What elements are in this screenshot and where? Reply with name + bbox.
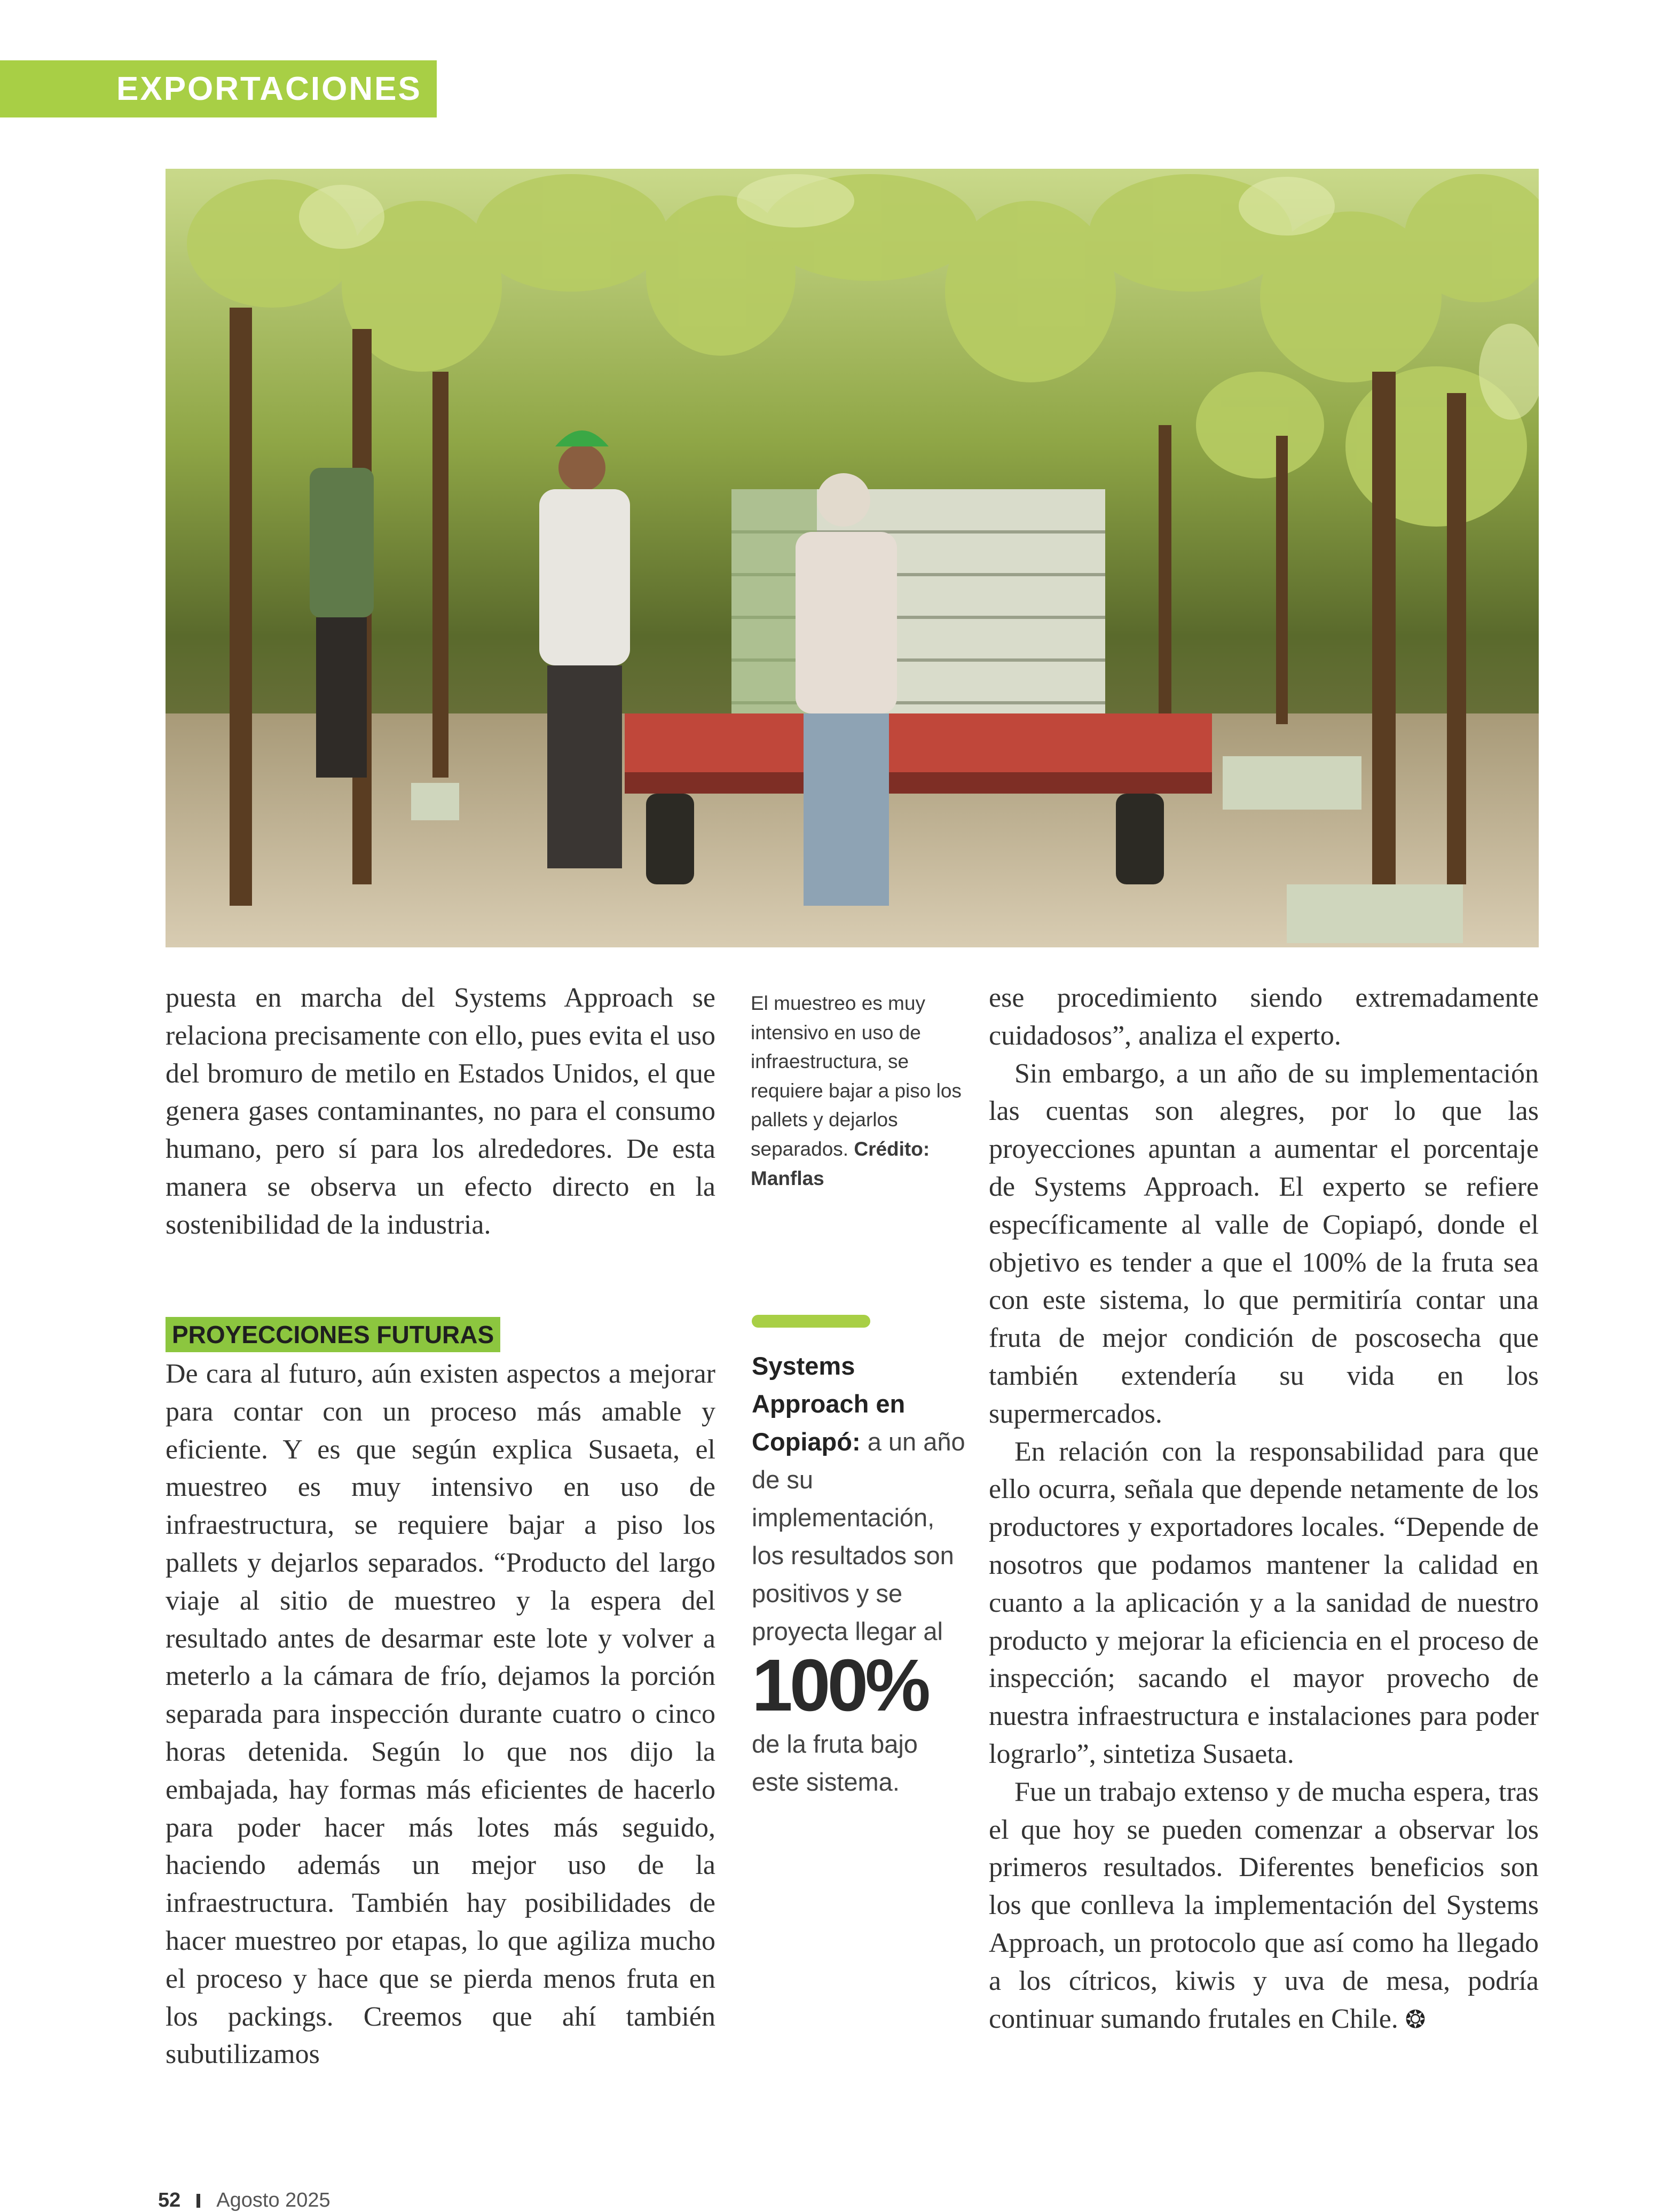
footer-divider — [196, 2194, 200, 2208]
photo-caption — [751, 989, 975, 1193]
end-mark-icon: ❂ — [1405, 2004, 1426, 2034]
right-paragraph-2: Sin embargo, a un año de su implementación las cuentas son alegres, por lo que las proyecciones apuntan a aumentar el porcentaje de Systems Approach. El experto se refiere específicamente al valle de Copiapó, donde el objetivo es tender a que el 100% de la fruta sea con este sistema, lo que permitiría contar una fruta de mejor condición de poscosecha que también extendería su vida en los supermercados. — [989, 1058, 1539, 1429]
pullquote-text: a un año de su implementación, los resultados son positivos y se proyecta llegar al — [752, 1427, 965, 1645]
pullquote-accent-bar — [752, 1315, 870, 1328]
right-paragraph-3: En relación con la responsabilidad para que ello ocurra, señala que depende netamente de los productores y exportadores locales. “Depende de nosotros que podamos mantener la calidad en cuanto a la aplicación y a la sanidad de nuestro producto y mejorar la eficiencia en el proceso de inspección; sacando el mayor provecho de nuestra infraestructura e instalaciones para poder lograrlo”, sintetiza Susaeta. — [989, 1436, 1539, 1769]
left-paragraph-2: De cara al futuro, aún existen aspectos a mejorar para contar con un proceso más amable y eficiente. Y es que según explica Susaeta, el muestreo es muy intensivo en uso de infraestructura, se requiere bajar a piso los pallets y dejarlos separados. “Producto del largo viaje al sitio de muestreo y la espera del resultado antes de desarmar este lote y volver a meterlo a la cámara de frío, dejamos la porción separada para inspección durante cuatro o cinco horas detenida. Según lo que nos dijo la embajada, hay formas más eficientes de hacerlo para poder hacer más lotes más seguido, haciendo además un mejor uso de la infraestructura. También hay posibilidades de hacer muestreo por etapas, lo que agiliza mucho el proceso y hace que se pierda menos fruta en los packings. Creemos que ahí también subutilizamos — [166, 1359, 715, 2070]
page-footer — [158, 2189, 330, 2212]
left-paragraph-1: puesta en marcha del Systems Approach se relaciona precisamente con ello, pues evita el uso del bromuro de metilo en Estados Unidos, el que genera gases contaminantes, no para el consumo humano, pero sí para los alrededores. De esta manera se observa un efecto directo en la sostenibilidad de la industria. — [166, 983, 715, 1240]
pullquote-figure: 100% — [752, 1644, 927, 1727]
worker-background — [310, 468, 374, 778]
pullquote — [752, 1347, 965, 1801]
pullquote-tail: de la fruta bajo este sistema. — [752, 1730, 918, 1796]
caption-text: El muestreo es muy intensivo en uso de infraestructura, se requiere bajar a piso los pallets y dejarlos separados. — [751, 992, 962, 1160]
pullquote-lead: Systems Approach en Copiapó: — [752, 1352, 906, 1456]
section-tag: EXPORTACIONES — [0, 60, 437, 117]
worker-left — [539, 430, 630, 868]
issue-date: Agosto 2025 — [216, 2189, 330, 2211]
vineyard-photo — [166, 169, 1539, 947]
left-column-lower — [166, 1355, 715, 2074]
left-column — [166, 979, 715, 1244]
right-paragraph-4 — [989, 1774, 1539, 2038]
caption-credit: Crédito: Manflas — [751, 1138, 930, 1189]
vineyard-illustration — [166, 169, 1539, 947]
right-paragraph-1: ese procedimiento siendo extremadamente cuidadosos”, analiza el experto. — [989, 983, 1539, 1051]
worker-right — [796, 473, 897, 906]
page-number: 52 — [158, 2189, 181, 2211]
right-paragraph-4-text: Fue un trabajo extenso y de mucha espera, tras el que hoy se pueden comenzar a observar los primeros resultados. Diferentes beneficios son los que conlleva la implementación del Systems Approach, un protocolo que así como ha llegado a los cítricos, kiwis y uva de mesa, podría continuar sumando frutales en Chile. — [989, 1776, 1539, 2034]
subheading-proyecciones: PROYECCIONES FUTURAS — [166, 1317, 500, 1352]
right-column — [989, 979, 1539, 2038]
